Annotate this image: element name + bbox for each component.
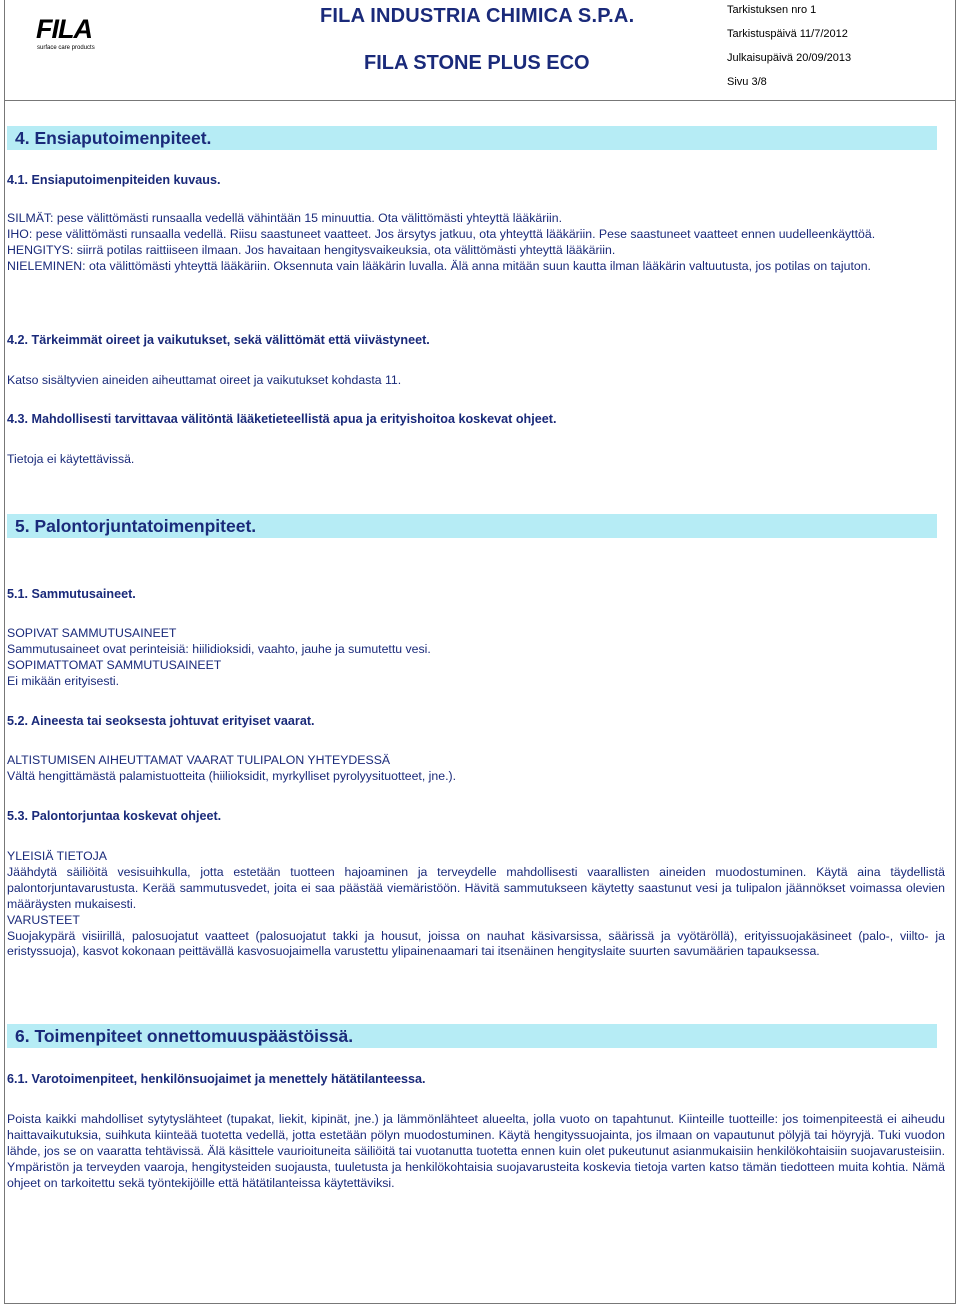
section-4-3-text: Tietoja ei käytettävissä. xyxy=(7,452,135,466)
section-4-title: 4. Ensiaputoimenpiteet. xyxy=(15,128,212,148)
revision-number: Tarkistuksen nro 1 xyxy=(727,4,817,16)
section-5-3-title: 5.3. Palontorjuntaa koskevat ohjeet. xyxy=(7,809,222,823)
section-4-1-text xyxy=(7,211,945,275)
section-5-2-text xyxy=(7,753,945,785)
fila-logo xyxy=(34,12,100,52)
company-name: FILA INDUSTRIA CHIMICA S.P.A. xyxy=(320,5,635,27)
svg-text:FILA: FILA xyxy=(36,14,92,44)
publish-date: Julkaisupäivä 20/09/2013 xyxy=(727,52,852,64)
unsuitable-media-heading: SOPIMATTOMAT SAMMUTUSAINEET xyxy=(7,657,222,672)
section-5-1-text xyxy=(7,626,945,690)
section-6-1-text: Poista kaikki mahdolliset sytytyslähteet (tupakat, liekit, kipinät, jne.) ja lämmönlähteet alueelta, jolla vuoto on tapahtunut. Kiinteille tuotteille: jos toimenpiteestä ei aiheudu haittavaikutuksia, suihkuta kiinteää tuotetta vedellä, jotta estetään pölyn muodostuminen. Käytä hengityssuojainta, jos ilmaan on vapautunut pölyjä tai höyryjä. Tuki vuodon lähde, jos se on vaaratta tehtävissä. Älä käsittele vaurioituneita säiliöitä tai vuotanutta tuotetta ennen kuin olet pukeutunut asianmukaisiin henkilökohtaisiin suojavarusteisiin. Ympäristön ja terveyden vaaroja, hengitysteiden suojausta, tuuletusta ja henkilökohtaisia suojavarusteita koskevia tietoja varten katso tämän tiedotteen muita kohtia. Nämä ohjeet on tarkoitettu sekä työntekijöille että hätätilanteissa käytettäviksi. xyxy=(7,1112,945,1190)
section-4-3-title: 4.3. Mahdollisesti tarvittavaa välitöntä lääketieteellistä apua ja erityishoitoa koskevat ohjeet. xyxy=(7,412,557,426)
svg-text:surface care products: surface care products xyxy=(37,45,95,51)
section-4-2-text: Katso sisältyvien aineiden aiheuttamat oireet ja vaikutukset kohdasta 11. xyxy=(7,373,402,387)
suitable-media-text: Sammutusaineet ovat perinteisiä: hiilidioksidi, vaahto, jauhe ja sumutettu vesi. xyxy=(7,641,431,656)
skin-instruction: IHO: pese välittömästi runsaalla vedellä. Riisu saastuneet vaatteet. Jos ärsytys jatkuu, ota yhteyttä lääkäriin. Pese saastuneet vaatteet ennen uudelleenkäyttöä. xyxy=(7,226,876,241)
fire-hazards-heading: ALTISTUMISEN AIHEUTTAMAT VAARAT TULIPALON YHTEYDESSÄ xyxy=(7,753,391,767)
section-5-2-title: 5.2. Aineesta tai seoksesta johtuvat erityiset vaarat. xyxy=(7,714,315,728)
unsuitable-media-text: Ei mikään erityisesti. xyxy=(7,673,120,688)
product-name: FILA STONE PLUS ECO xyxy=(364,52,590,74)
section-5-3-text xyxy=(7,849,945,960)
revision-date: Tarkistuspäivä 11/7/2012 xyxy=(727,28,848,40)
suitable-media-heading: SOPIVAT SAMMUTUSAINEET xyxy=(7,626,177,640)
general-info-text: Jäähdytä säiliöitä vesisuihkulla, jotta estetään tuotteen hajoaminen ja terveydelle mahdollisesti vaarallisten aineiden muodostuminen. Käytä aina täydellistä palontorjuntavarustusta. Kerää sammutusvedet, joita ei saa päästää viemäristöön. Hävitä sammutukseen käytetty saastunut vesi ja tulipalon jäännökset voimassa olevien määräysten mukaisesti. xyxy=(7,864,945,911)
section-6-title: 6. Toimenpiteet onnettomuuspäästöissä. xyxy=(15,1026,354,1046)
equipment-heading: VARUSTEET xyxy=(7,912,80,927)
section-5-title: 5. Palontorjuntatoimenpiteet. xyxy=(15,516,257,536)
header-divider xyxy=(4,100,956,101)
section-6-band xyxy=(7,1024,937,1048)
section-4-2-title: 4.2. Tärkeimmät oireet ja vaikutukset, sekä välittömät että viivästyneet. xyxy=(7,333,430,347)
section-4-band xyxy=(7,126,937,150)
general-info-heading: YLEISIÄ TIETOJA xyxy=(7,849,108,863)
page-number: Sivu 3/8 xyxy=(727,76,767,88)
section-4-1-title: 4.1. Ensiaputoimenpiteiden kuvaus. xyxy=(7,173,221,187)
eyes-instruction: SILMÄT: pese välittömästi runsaalla vedellä vähintään 15 minuuttia. Ota välittömästi yhteyttä lääkäriin. xyxy=(7,211,563,225)
section-5-band xyxy=(7,514,937,538)
section-6-1-title: 6.1. Varotoimenpiteet, henkilönsuojaimet ja menettely hätätilanteessa. xyxy=(7,1072,426,1086)
fire-hazards-text: Vältä hengittämästä palamistuotteita (hiilioksidit, myrkylliset pyrolyysituotteet, jne.). xyxy=(7,768,457,783)
equipment-text: Suojakypärä visiirillä, palosuojatut vaatteet (palosuojatut takki ja housut, joissa on nauhat käsivarsissa, säärissä ja vyötäröllä), erityissuojakäsineet (palo-, viilto- ja eristyssuoja), kasvot kokonaan peittävällä kasvosuojaimella varustettu ylipainenaamari tai itsenäinen hengityslaite suurten savumäärien tapauksessa. xyxy=(7,928,945,959)
ingestion-instruction: NIELEMINEN: ota välittömästi yhteyttä lääkäriin. Oksennuta vain lääkärin luvalla. Älä anna mitään suun kautta ilman lääkärin valtuutusta, jos potilas on tajuton. xyxy=(7,258,871,273)
inhalation-instruction: HENGITYS: siirrä potilas raittiiseen ilmaan. Jos havaitaan hengitysvaikeuksia, ota välittömästi yhteyttä lääkäriin. xyxy=(7,242,616,257)
section-5-1-title: 5.1. Sammutusaineet. xyxy=(7,587,136,601)
